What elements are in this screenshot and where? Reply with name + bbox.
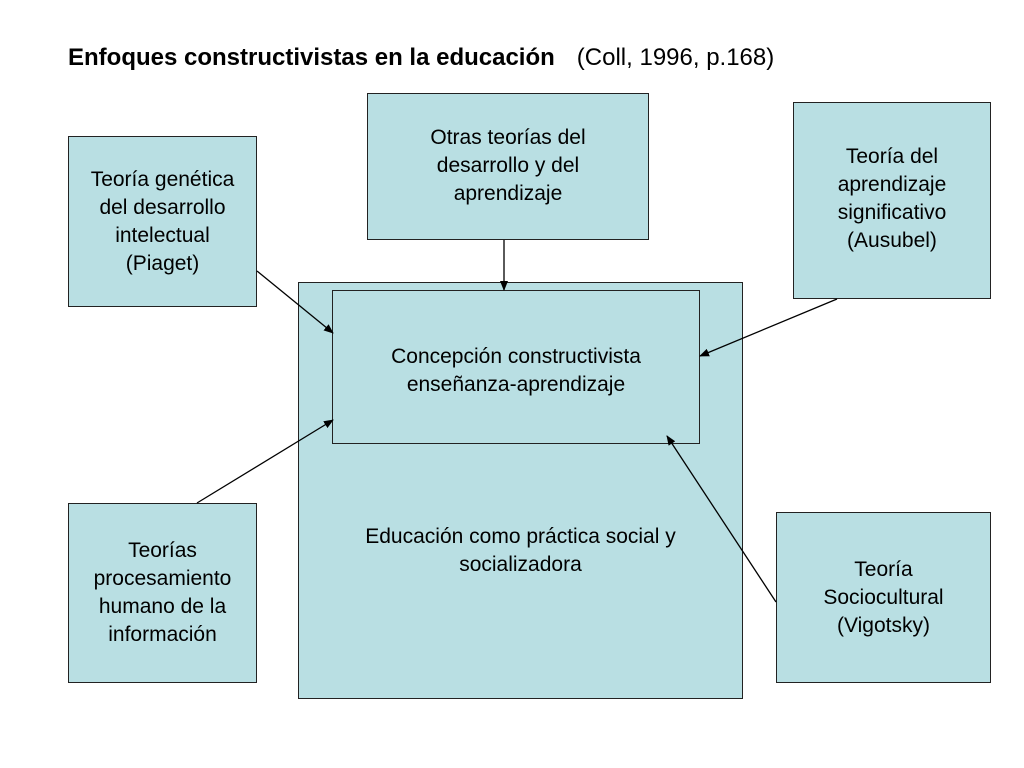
title-citation: (Coll, 1996, p.168): [576, 44, 775, 71]
arrow-ausubel-to-concepcion: [700, 299, 837, 356]
box-educacion-label: Educación como práctica social y socializadora: [365, 525, 676, 576]
box-procesamiento-label: Teorías procesamiento humano de la información: [93, 539, 232, 646]
arrow-piaget-to-concepcion: [257, 271, 333, 333]
box-vigotsky-label: Teoría Sociocultural (Vigotsky): [823, 557, 944, 637]
box-concepcion-label: Concepción constructivista enseñanza-aprendizaje: [391, 345, 641, 396]
box-piaget-label: Teoría genética del desarrollo intelectual (Piaget): [90, 167, 235, 275]
box-ausubel-label: Teoría del aprendizaje significativo (Ausubel): [837, 145, 947, 252]
arrow-vigotsky-to-concepcion: [667, 436, 776, 602]
box-otras-label: Otras teorías del desarrollo y del aprendizaje: [430, 126, 586, 205]
title-main: Enfoques constructivistas en la educación: [68, 44, 555, 71]
arrow-procesamiento-to-concepcion: [197, 420, 333, 503]
